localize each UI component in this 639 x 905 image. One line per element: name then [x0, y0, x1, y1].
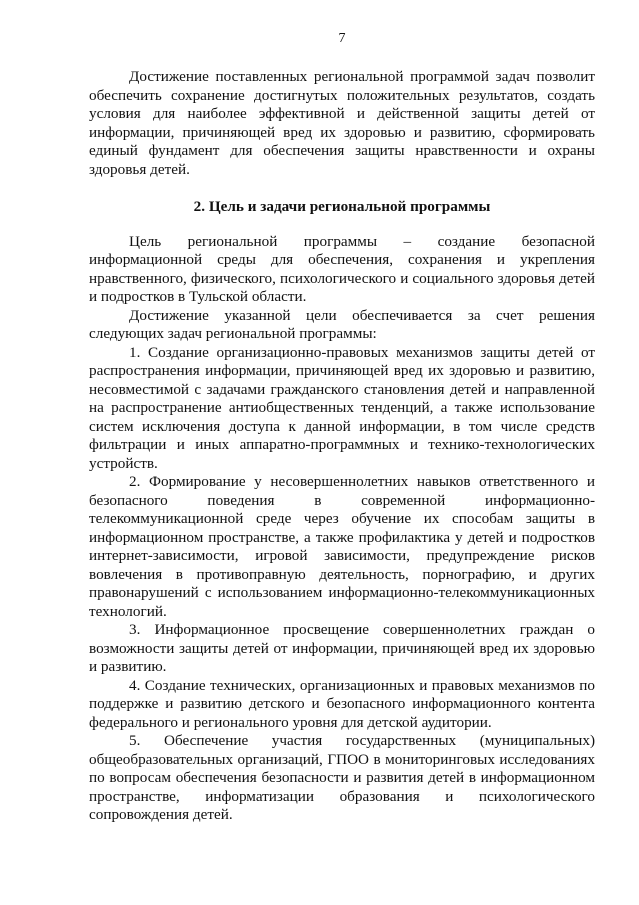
task-item-1: 1. Создание организационно-правовых механизмов защиты детей от распространения информации, причиняющей вред их здоровью и развитию, несовместимой с задачами гражданского становления детей и направленной на распространение антиобщественных тенденций, а также использование систем исключения доступа к данной информации, в том числе средств фильтрации и иных аппаратно-программных и технико-технологических устройств. — [89, 343, 595, 472]
page-number: 7 — [338, 31, 346, 46]
task-item-2: 2. Формирование у несовершеннолетних навыков ответственного и безопасного поведения в современной информационно-телекоммуникационной среде через обучение их способам защиты в информационном пространстве, а также профилактика у детей и подростков интернет-зависимости, игровой зависимости, предупреждение рисков вовлечения в противоправную деятельность, порнографию, и других правонарушений с использованием информационно-телекоммуникационных технологий. — [89, 473, 595, 620]
intro-paragraph: Достижение поставленных региональной программой задач позволит обеспечить сохранение достигнутых положительных результатов, создать условия для наиболее эффективной и действенной защиты детей от информации, причиняющей вред их здоровью и развитию, сформировать единый фундамент для обеспечения защиты нравственности и охраны здоровья детей. — [89, 68, 595, 178]
achievement-paragraph: Достижение указанной цели обеспечивается за счет решения следующих задач региональной программы: — [89, 306, 595, 342]
task-item-4: 4. Создание технических, организационных и правовых механизмов по поддержке и развитию детского и безопасного информационного контента федерального и регионального уровня для детской аудитории. — [89, 676, 595, 731]
section-heading: 2. Цель и задачи региональной программы — [193, 198, 491, 215]
document-page — [89, 30, 595, 825]
task-item-3: 3. Информационное просвещение совершеннолетних граждан о возможности защиты детей от информации, причиняющей вред их здоровью и развитию. — [89, 621, 595, 675]
goal-paragraph: Цель региональной программы – создание безопасной информационной среды для обеспечения, сохранения и укрепления нравственного, физического, психологического и социального здоровья детей и подростков в Тульской области. — [89, 232, 595, 305]
task-item-5: 5. Обеспечение участия государственных (муниципальных) общеобразовательных организаций, ГПОО в мониторинговых исследованиях по вопросам обеспечения безопасности и развития детей в информационном пространстве, информатизации образования и психологического сопровождения детей. — [89, 732, 595, 823]
